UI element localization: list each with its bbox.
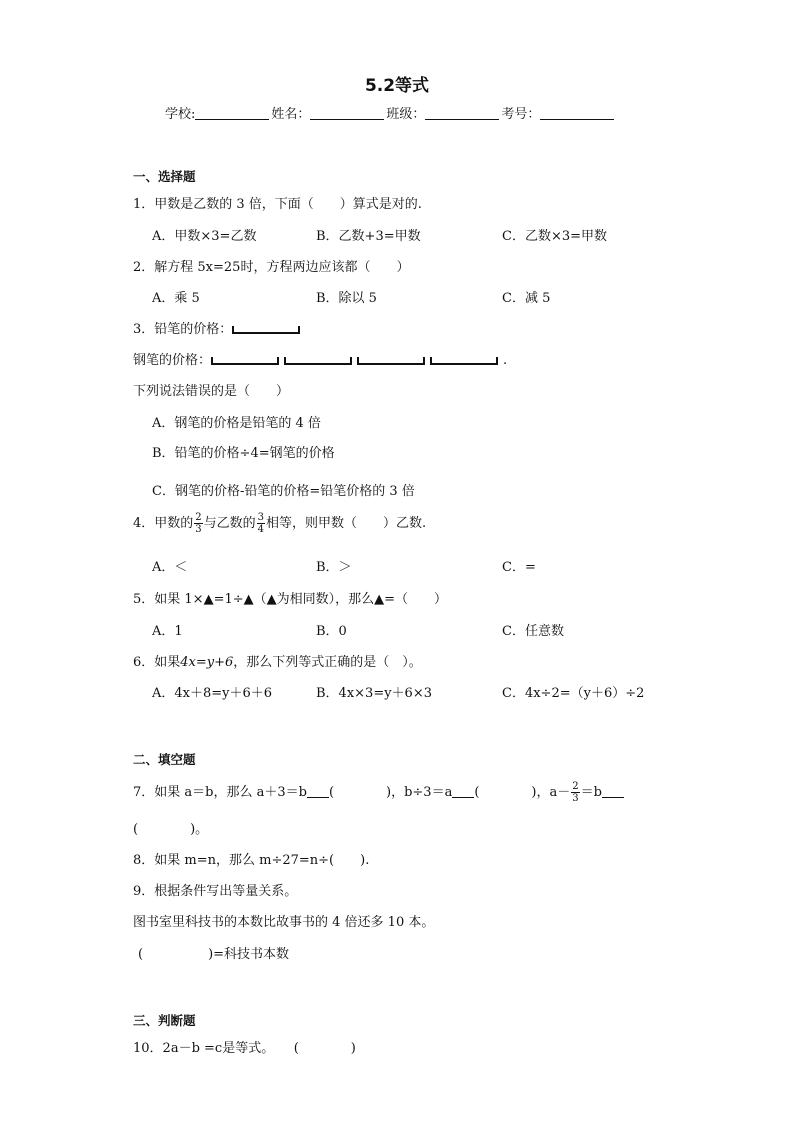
q1-option-a[interactable]: A．甲数×3=乙数 — [152, 229, 257, 244]
q4-option-c[interactable]: C．= — [502, 560, 536, 575]
pen-segment — [357, 357, 425, 365]
section-heading-fill: 二、填空题 — [133, 752, 196, 767]
q5-option-b[interactable]: B．0 — [316, 624, 347, 639]
q4-text-mid: 与乙数的 — [203, 516, 256, 531]
q5-option-c[interactable]: C．任意数 — [502, 624, 564, 639]
name-blank[interactable] — [310, 107, 384, 120]
q7-text-4: ＝b — [580, 785, 602, 800]
q6-option-a[interactable]: A．4x＋8=y＋6＋6 — [152, 686, 273, 701]
q6-option-c[interactable]: C．4x÷2=（y＋6）÷2 — [502, 686, 645, 701]
q6-option-b[interactable]: B．4x×3=y＋6×3 — [316, 686, 432, 701]
q4-stem — [133, 512, 426, 535]
fraction-two-thirds — [194, 512, 202, 535]
q4-text-post: 相等，则甲数（ ）乙数. — [266, 516, 427, 531]
fraction-numerator: 3 — [257, 512, 265, 523]
q3-prompt: 下列说法错误的是（ ） — [133, 384, 290, 399]
q2-option-a[interactable]: A．乘 5 — [152, 291, 200, 306]
q3-option-a[interactable]: A．钢笔的价格是铅笔的 4 倍 — [152, 416, 321, 431]
q7-blank-2[interactable] — [452, 785, 474, 798]
exam-no-label: 考号： — [501, 107, 541, 122]
pencil-segment-diagram — [232, 322, 305, 337]
student-info — [165, 103, 616, 122]
class-blank[interactable] — [425, 107, 499, 120]
class-label: 班级： — [386, 107, 426, 122]
q7-text-2: ( )，b÷3＝a — [328, 785, 453, 800]
q3-pen-label: 钢笔的价格： — [133, 353, 212, 368]
q3-pen-end: . — [503, 353, 508, 368]
q4-option-a[interactable]: A．＜ — [152, 560, 188, 575]
fraction-numerator: 2 — [195, 512, 202, 523]
q7-text-1: 7．如果 a＝b，那么 a＋3＝b — [133, 785, 307, 800]
name-label: 姓名： — [271, 107, 311, 122]
section-heading-choice: 一、选择题 — [133, 169, 196, 184]
q7-blank-1[interactable] — [307, 785, 329, 798]
q6-stem — [133, 651, 422, 670]
q2-option-b[interactable]: B．除以 5 — [316, 291, 377, 306]
q1-option-b[interactable]: B．乙数+3=甲数 — [316, 229, 421, 244]
fraction-denominator: 3 — [572, 793, 579, 804]
pen-segment-diagram — [211, 353, 503, 368]
q7-line-2[interactable]: ( )。 — [133, 822, 209, 837]
q2-option-c[interactable]: C．减 5 — [502, 291, 551, 306]
pen-segment — [430, 357, 498, 365]
q2-stem: 2．解方程 5x=25时，方程两边应该都（ ） — [133, 260, 410, 275]
q9-answer-line[interactable]: ( )=科技书本数 — [138, 947, 290, 962]
q1-option-c[interactable]: C．乙数×3=甲数 — [502, 229, 608, 244]
q6-text-post: ，那么下列等式正确的是（ ）。 — [233, 655, 422, 670]
q7-blank-3[interactable] — [602, 785, 624, 798]
q6-text-pre: 6．如果 — [133, 655, 181, 670]
q9-stem: 9．根据条件写出等量关系。 — [133, 884, 298, 899]
q7-text-3: ( )，a－ — [474, 785, 571, 800]
section-heading-judge: 三、判断题 — [133, 1013, 196, 1028]
fraction-numerator: 2 — [572, 781, 579, 792]
pen-segment — [284, 357, 352, 365]
school-blank[interactable] — [195, 107, 269, 120]
q3-pen-row — [133, 349, 507, 368]
q4-option-b[interactable]: B．＞ — [316, 560, 352, 575]
exam-no-blank[interactable] — [540, 107, 614, 120]
fraction-three-quarters — [257, 512, 265, 535]
page-title: 5.2等式 — [364, 76, 430, 96]
q7-stem — [133, 781, 624, 804]
q3-pencil-row — [133, 318, 305, 337]
q8-stem: 8．如果 m=n，那么 m÷27=n÷( ). — [133, 853, 370, 868]
q1-stem: 1．甲数是乙数的 3 倍，下面（ ）算式是对的. — [133, 197, 422, 212]
fraction-two-thirds — [571, 781, 579, 804]
pen-segment — [211, 357, 279, 365]
fraction-denominator: 3 — [195, 524, 202, 535]
pencil-segment — [232, 326, 300, 334]
fraction-denominator: 4 — [257, 524, 265, 535]
q3-option-b[interactable]: B．铅笔的价格÷4=钢笔的价格 — [152, 446, 335, 461]
q5-stem: 5．如果 1×▲=1÷▲（▲为相同数），那么▲=（ ） — [133, 592, 448, 607]
q5-option-a[interactable]: A．1 — [152, 624, 183, 639]
q4-text-pre: 4．甲数的 — [133, 516, 194, 531]
q6-equation: 4x=y+6 — [180, 655, 234, 670]
q3-option-c[interactable]: C．钢笔的价格-铅笔的价格=铅笔价格的 3 倍 — [152, 484, 415, 499]
q10-stem[interactable]: 10．2a－b =c是等式。 ( ) — [133, 1041, 356, 1056]
q9-condition: 图书室里科技书的本数比故事书的 4 倍还多 10 本。 — [133, 915, 435, 930]
school-label: 学校: — [165, 107, 196, 122]
q3-pencil-label: 3．铅笔的价格： — [133, 322, 233, 337]
